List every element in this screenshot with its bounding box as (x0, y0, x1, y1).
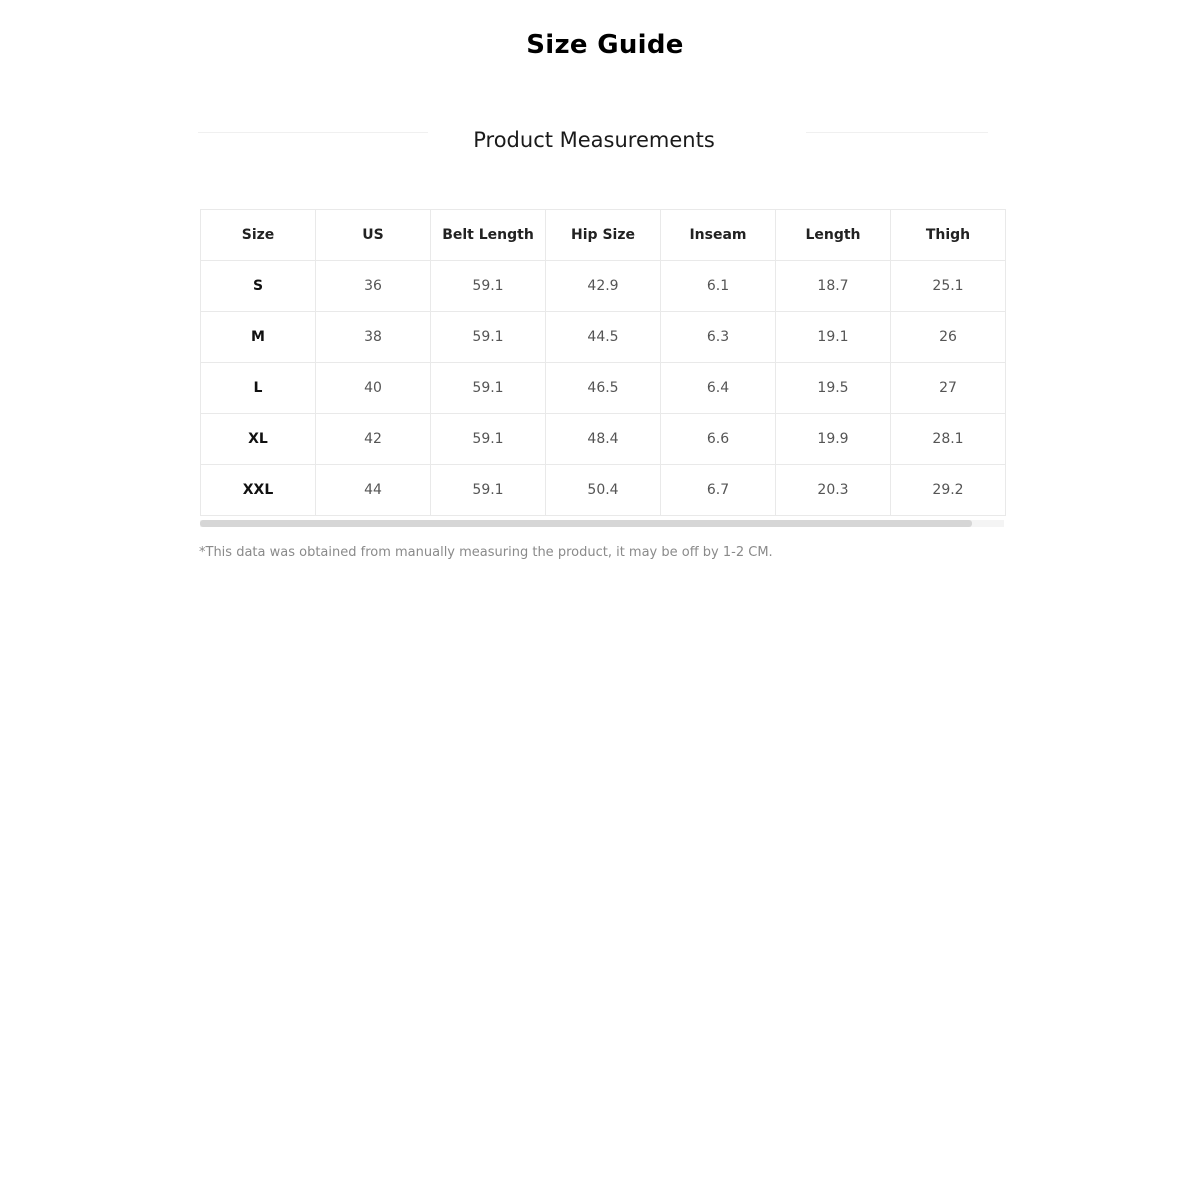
table-row (201, 261, 1006, 312)
table-cell-size: L (201, 363, 316, 414)
table-cell: 6.6 (661, 414, 776, 465)
table-cell: 26 (891, 312, 1006, 363)
table-row (201, 363, 1006, 414)
table-cell: 6.7 (661, 465, 776, 516)
table-cell: 42 (316, 414, 431, 465)
table-cell: 19.1 (776, 312, 891, 363)
table-row (201, 414, 1006, 465)
table-cell: 59.1 (431, 465, 546, 516)
measurement-footnote: *This data was obtained from manually measuring the product, it may be off by 1-2 CM. (199, 545, 773, 560)
size-table (200, 209, 1006, 516)
table-cell: 59.1 (431, 363, 546, 414)
column-header-inseam: Inseam (661, 210, 776, 261)
scrollbar-thumb[interactable] (200, 520, 972, 527)
column-header-size: Size (201, 210, 316, 261)
table-cell: 59.1 (431, 414, 546, 465)
table-header-row (201, 210, 1006, 261)
page-title: Size Guide (526, 30, 684, 60)
table-cell: 50.4 (546, 465, 661, 516)
table-cell-size: S (201, 261, 316, 312)
table-cell: 42.9 (546, 261, 661, 312)
table-row (201, 465, 1006, 516)
table-cell: 20.3 (776, 465, 891, 516)
table-cell: 6.1 (661, 261, 776, 312)
table-cell: 19.9 (776, 414, 891, 465)
column-header-us: US (316, 210, 431, 261)
table-cell: 19.5 (776, 363, 891, 414)
table-cell: 44.5 (546, 312, 661, 363)
horizontal-scrollbar[interactable] (200, 520, 1004, 527)
column-header-thigh: Thigh (891, 210, 1006, 261)
column-header-length: Length (776, 210, 891, 261)
table-cell: 28.1 (891, 414, 1006, 465)
table-cell: 29.2 (891, 465, 1006, 516)
table-cell: 25.1 (891, 261, 1006, 312)
section-header (198, 128, 988, 158)
table-cell-size: XL (201, 414, 316, 465)
column-header-hip-size: Hip Size (546, 210, 661, 261)
table-cell: 27 (891, 363, 1006, 414)
table-cell: 48.4 (546, 414, 661, 465)
table-cell-size: M (201, 312, 316, 363)
table-cell: 44 (316, 465, 431, 516)
table-cell: 59.1 (431, 261, 546, 312)
table-cell: 36 (316, 261, 431, 312)
section-title: Product Measurements (473, 128, 715, 152)
table-cell-size: XXL (201, 465, 316, 516)
section-divider-right (806, 132, 988, 133)
table-row (201, 312, 1006, 363)
table-cell: 59.1 (431, 312, 546, 363)
table-cell: 6.4 (661, 363, 776, 414)
table-cell: 18.7 (776, 261, 891, 312)
table-cell: 38 (316, 312, 431, 363)
column-header-belt-length: Belt Length (431, 210, 546, 261)
table-cell: 6.3 (661, 312, 776, 363)
table-cell: 46.5 (546, 363, 661, 414)
table-cell: 40 (316, 363, 431, 414)
